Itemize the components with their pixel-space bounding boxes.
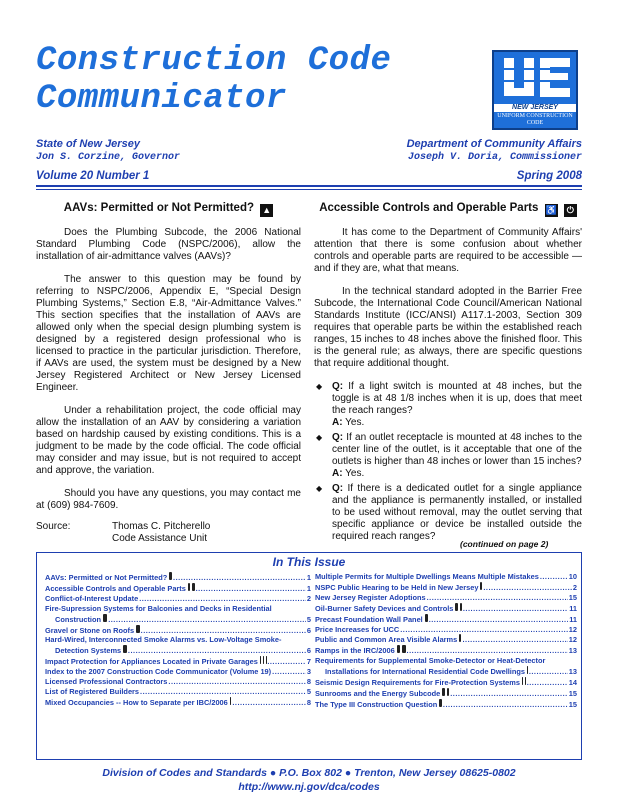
toc-entry[interactable] xyxy=(315,593,577,603)
answer-text: Yes. xyxy=(345,417,365,428)
volume-number: Volume 20 Number 1 xyxy=(36,170,150,182)
source-lines xyxy=(112,521,210,545)
toc-page-number: 2 xyxy=(306,593,311,603)
masthead-title xyxy=(36,42,486,118)
dot-leader xyxy=(128,646,306,656)
toc-page-number: 15 xyxy=(568,592,577,602)
toc-page-number: 6 xyxy=(306,646,311,656)
left-paragraph-2: The answer to this question may be found by referring to NSPC/2006, Appendix E, “Special Design Plumbing Systems,” Section E.8, “Air-Admittance Valves.” This section specifies that the installation of AAVs are allowed only when the special design plumbing system is designed by a registered design professional who is licensed to practice in the particular jurisdiction. Therefore, if AAVs are used, the system must be designed by a New Jersey Registered Architect or New Jersey Licensed Engineer. xyxy=(36,274,301,393)
wheelchair-icon: ♿ xyxy=(545,205,557,215)
commissioner-name: Joseph V. Doria, Commissioner xyxy=(407,152,582,163)
subcode-icon xyxy=(188,583,190,591)
masthead-divider xyxy=(36,185,582,187)
department-name: Department of Community Affairs xyxy=(406,138,582,150)
toc-page-number: 10 xyxy=(568,572,577,581)
toc-entry-title: List of Registered Builders xyxy=(45,686,140,696)
subcode-icon xyxy=(136,625,140,633)
subcode-icon xyxy=(192,583,194,591)
qa-item xyxy=(314,381,582,429)
toc-entry-title: Hard-Wired, Interconnected Smoke Alarms vs. Low-Voltage Smoke- xyxy=(45,635,282,645)
toc-entry[interactable] xyxy=(45,583,311,594)
question-text: If a light switch is mounted at 48 inches, but the toggle is at 48 1/8 inches when it is up, does that meet the reach ranges? xyxy=(332,381,582,416)
source-unit: Code Assistance Unit xyxy=(112,533,208,544)
toc-page-number: 15 xyxy=(568,699,577,709)
toc-entry-line xyxy=(315,593,577,603)
ucc-logo-letters-icon xyxy=(500,56,574,104)
source-label: Source: xyxy=(36,521,71,532)
toc-entry-line xyxy=(45,656,311,667)
ucc-logo xyxy=(492,50,578,130)
toc-entry-line xyxy=(45,614,311,625)
toc-entry-title: Seismic Design Requirements for Fire-Protection Systems xyxy=(315,678,520,688)
subcode-icon xyxy=(425,614,428,622)
subcode-icon xyxy=(480,582,482,590)
toc-entry[interactable] xyxy=(315,614,577,625)
logo-subtitle-line1: UNIFORM CONSTRUCTION xyxy=(497,113,573,119)
dot-leader xyxy=(400,625,568,635)
toc-page-number: 12 xyxy=(568,635,577,645)
toc-entry-title: Price Increases for UCC xyxy=(315,624,400,634)
toc-left-column xyxy=(45,572,311,708)
toc-entry-line xyxy=(45,667,311,677)
logo-band-text: NEW JERSEY xyxy=(512,104,558,111)
answer-text: Yes. xyxy=(345,468,365,479)
toc-entry-line xyxy=(45,625,311,636)
toc-page-number: 11 xyxy=(569,614,577,624)
qa-item xyxy=(314,483,582,543)
toc-entry[interactable] xyxy=(45,625,311,636)
subcode-icon xyxy=(260,656,261,664)
toc-entry[interactable] xyxy=(315,625,577,635)
toc-entry[interactable] xyxy=(45,687,311,697)
article-source xyxy=(36,521,301,545)
toc-entry-title: The Type III Construction Question xyxy=(315,699,438,709)
toc-page-number: 7 xyxy=(306,657,311,667)
toc-entry[interactable] xyxy=(315,603,577,614)
toc-entry-line xyxy=(45,604,311,614)
toc-page-number: 15 xyxy=(568,688,578,698)
qa-item xyxy=(314,432,582,480)
question-text: If there is a dedicated outlet for a single appliance and the appliance is permanently installed, or installed to be used without removal, may the outlet serving that specific appliance or device be installed outside the required reach ranges? xyxy=(332,483,582,542)
toc-entry-line xyxy=(45,635,311,645)
logo-subtitle-line2: CODE xyxy=(526,120,544,126)
right-article xyxy=(314,200,582,546)
answer-label: A: xyxy=(332,468,343,479)
toc-entry-line xyxy=(45,572,311,583)
toc-page-number: 8 xyxy=(306,677,311,687)
governor-name: Jon S. Corzine, Governor xyxy=(36,152,181,163)
dot-leader xyxy=(407,646,568,656)
dot-leader xyxy=(108,615,306,625)
subcode-icon xyxy=(169,572,172,580)
subcode-icon xyxy=(522,677,523,685)
question-label: Q: xyxy=(332,381,344,392)
toc-entry-title: Gravel or Stone on Roofs xyxy=(45,625,135,635)
right-paragraph-1: It has come to the Department of Community Affairs' attention that there is some confusion about whether controls and operable parts are required to be accessible — and if they are, what that means. xyxy=(314,227,582,274)
dot-leader xyxy=(232,698,306,708)
toc-entry[interactable] xyxy=(315,572,577,582)
toc-entry-title: Sunrooms and the Energy Subcode xyxy=(315,688,441,698)
dot-leader xyxy=(140,687,306,697)
toc-entry-line xyxy=(45,677,311,687)
right-article-heading xyxy=(314,202,582,217)
left-article-heading xyxy=(36,202,301,217)
toc-entry-line xyxy=(315,582,577,593)
dot-leader xyxy=(141,626,306,636)
logo-band xyxy=(494,104,576,112)
toc-entry-title: Conflict-of-Interest Update xyxy=(45,593,139,603)
subcode-icon xyxy=(447,688,450,696)
dot-leader xyxy=(139,594,306,604)
left-article xyxy=(36,200,301,545)
state-name: State of New Jersey xyxy=(36,138,140,150)
toc-entry-title: Detection Systems xyxy=(55,646,122,656)
toc-entry-line xyxy=(45,697,311,708)
left-article-title: AAVs: Permitted or Not Permitted? xyxy=(63,202,254,214)
toc-entry-title: Mixed Occupancies -- How to Separate per IBC/2006 xyxy=(45,697,228,707)
toc-entry[interactable] xyxy=(315,656,577,677)
toc-entry-title: Licensed Professional Contractors xyxy=(45,677,168,687)
subcode-icon xyxy=(266,656,267,664)
toc-page-number: 5 xyxy=(306,686,311,696)
toc-entry-title: NSPC Public Hearing to be Held in New Jersey xyxy=(315,582,479,592)
dot-leader xyxy=(272,667,306,677)
toc-entry[interactable] xyxy=(315,582,577,593)
toc-right-column xyxy=(315,572,577,710)
subcode-icon xyxy=(402,645,405,653)
toc-entry[interactable] xyxy=(45,697,311,708)
toc-entry-line xyxy=(45,687,311,697)
qa-list xyxy=(314,381,582,543)
subcode-icon xyxy=(460,603,462,611)
toc-entry[interactable] xyxy=(45,667,311,677)
toc-page-number: 13 xyxy=(568,646,577,656)
dot-leader xyxy=(540,572,568,582)
subcode-icon xyxy=(263,656,264,664)
footer-url[interactable]: http://www.nj.gov/dca/codes xyxy=(238,781,380,793)
toc-entry-title: Ramps in the IRC/2006 xyxy=(315,646,395,656)
toc-page-number: 1 xyxy=(306,583,311,593)
toc-entry-line xyxy=(315,614,577,625)
dot-leader xyxy=(196,584,306,594)
toc-page-number: 2 xyxy=(572,582,577,592)
plumbing-subcode-icon: ▲ xyxy=(260,204,273,217)
left-paragraph-4: Should you have any questions, you may contact me at (609) 984-7609. xyxy=(36,488,301,511)
toc-page-number: 11 xyxy=(569,603,577,613)
toc-title: In This Issue xyxy=(272,555,346,569)
subcode-icon xyxy=(525,677,526,685)
toc-page-number: 8 xyxy=(306,697,311,707)
dot-leader xyxy=(443,700,568,710)
toc-entry[interactable] xyxy=(315,688,577,699)
issue-season: Spring 2008 xyxy=(516,170,582,182)
toc-page-number: 1 xyxy=(306,573,311,582)
subcode-icon xyxy=(439,699,442,707)
toc-entry-line xyxy=(315,572,577,582)
question-label: Q: xyxy=(332,432,344,443)
dot-leader xyxy=(483,583,572,593)
toc-entry[interactable] xyxy=(315,699,577,710)
toc-entry-line xyxy=(315,677,577,688)
subcode-icon xyxy=(397,645,400,653)
dot-leader xyxy=(173,573,306,583)
dot-leader xyxy=(168,677,305,687)
dot-leader xyxy=(450,689,568,699)
toc-entry[interactable] xyxy=(315,634,577,645)
toc-entry[interactable] xyxy=(45,677,311,687)
toc-entry-line xyxy=(315,699,577,710)
toc-page-number: 5 xyxy=(306,614,311,624)
toc-entry[interactable] xyxy=(45,635,311,656)
toc-entry[interactable] xyxy=(45,594,311,604)
toc-entry-title: Installations for International Residential Code Dwellings xyxy=(325,667,525,677)
dot-leader xyxy=(462,635,567,645)
masthead-title-line2: Communicator xyxy=(36,80,287,118)
subcode-icon xyxy=(123,645,127,653)
masthead-divider-thin xyxy=(36,189,582,190)
toc-entry-line xyxy=(45,583,311,594)
toc-page-number: 6 xyxy=(306,625,311,635)
subcode-icon xyxy=(230,697,232,705)
subcode-icon xyxy=(442,688,445,696)
subcode-icon xyxy=(459,634,461,642)
dot-leader xyxy=(429,615,568,625)
toc-entry-title: Precast Foundation Wall Panel xyxy=(315,614,423,624)
toc-entry-title: Public and Common Area Visible Alarms xyxy=(315,635,458,645)
toc-entry-line xyxy=(45,594,311,604)
toc-entry-title: Requirements for Supplemental Smoke-Detector or Heat-Detector xyxy=(315,656,546,666)
toc-entry-line xyxy=(315,688,577,699)
toc-entry-title: Index to the 2007 Construction Code Communicator (Volume 19) xyxy=(45,667,272,677)
toc-entry-line xyxy=(315,666,577,677)
toc-entry[interactable] xyxy=(315,645,577,656)
toc-entry-title: Construction xyxy=(55,614,101,624)
dot-leader xyxy=(463,604,568,614)
dot-leader xyxy=(427,593,568,603)
dot-leader xyxy=(529,667,568,677)
toc-entry[interactable] xyxy=(45,656,311,667)
toc-page-number: 13 xyxy=(568,667,577,677)
toc-entry[interactable] xyxy=(45,604,311,625)
logo-subtitle xyxy=(494,113,576,127)
toc-entry-line xyxy=(315,634,577,645)
toc-entry-line xyxy=(315,645,577,656)
subcode-icon xyxy=(455,603,457,611)
right-article-title: Accessible Controls and Operable Parts xyxy=(319,202,539,214)
toc-entry-line xyxy=(45,645,311,656)
continued-note: (continued on page 2) xyxy=(460,539,549,549)
left-paragraph-3: Under a rehabilitation project, the code official may allow the installation of an AAV by considering a variation based on hardship caused by existing conditions. This is a judgment to be made by the code official. The code official may consider and may issue, but is not required to accept and approve, the variation. xyxy=(36,405,301,476)
left-paragraph-1: Does the Plumbing Subcode, the 2006 National Standard Plumbing Code (NSPC/2006), allow the installation of air-admittance valves (AAVs)? xyxy=(36,227,301,262)
question-text: If an outlet receptacle is mounted at 48 inches to the center line of the outlet, is it acceptable that one of the outlets is higher than 48 inches or lower than 15 inches? xyxy=(332,432,582,467)
toc-entry-title: AAVs: Permitted or Not Permitted? xyxy=(45,573,168,582)
electrical-plug-icon: ⏻ xyxy=(564,204,577,217)
toc-entry-line xyxy=(315,656,577,666)
subcode-icon xyxy=(103,614,107,622)
footer-address: Division of Codes and Standards ● P.O. Box 802 ● Trenton, New Jersey 08625-0802 xyxy=(102,767,516,779)
question-label: Q: xyxy=(332,483,344,494)
toc-entry-title: Accessible Controls and Operable Parts xyxy=(45,583,186,593)
toc-entry-title: Impact Protection for Appliances Located in Private Garages xyxy=(45,657,258,667)
dot-leader xyxy=(267,657,306,667)
toc-entry[interactable] xyxy=(45,572,311,583)
toc-page-number: 3 xyxy=(306,667,311,677)
dot-leader xyxy=(527,678,568,688)
toc-page-number: 12 xyxy=(568,624,577,634)
toc-page-number: 14 xyxy=(568,678,577,688)
source-name: Thomas C. Pitcherello xyxy=(112,521,211,532)
toc-entry-title: New Jersey Register Adoptions xyxy=(315,592,426,602)
subcode-icon xyxy=(527,666,528,674)
answer-label: A: xyxy=(332,417,343,428)
toc-entry[interactable] xyxy=(315,677,577,688)
in-this-issue-box xyxy=(36,552,582,760)
toc-entry-line xyxy=(315,625,577,635)
masthead-title-line1: Construction Code xyxy=(36,42,392,80)
toc-entry-title: Oil-Burner Safety Devices and Controls xyxy=(315,603,454,613)
toc-entry-title: Fire-Supression Systems for Balconies and Decks in Residential xyxy=(45,603,272,613)
toc-entry-title: Multiple Permits for Multiple Dwellings Means Multiple Mistakes xyxy=(315,572,539,581)
right-paragraph-2: In the technical standard adopted in the Barrier Free Subcode, the International Code Council/American National Standards Institute (ICC/ANSI) A117.1-2003, Section 309 requires that operable parts be within the established reach ranges, 15 inches to 48 inches above the finished floor. This is the general rule; as always, there are specific questions that require additional thought. xyxy=(314,286,582,369)
toc-entry-line xyxy=(315,603,577,614)
